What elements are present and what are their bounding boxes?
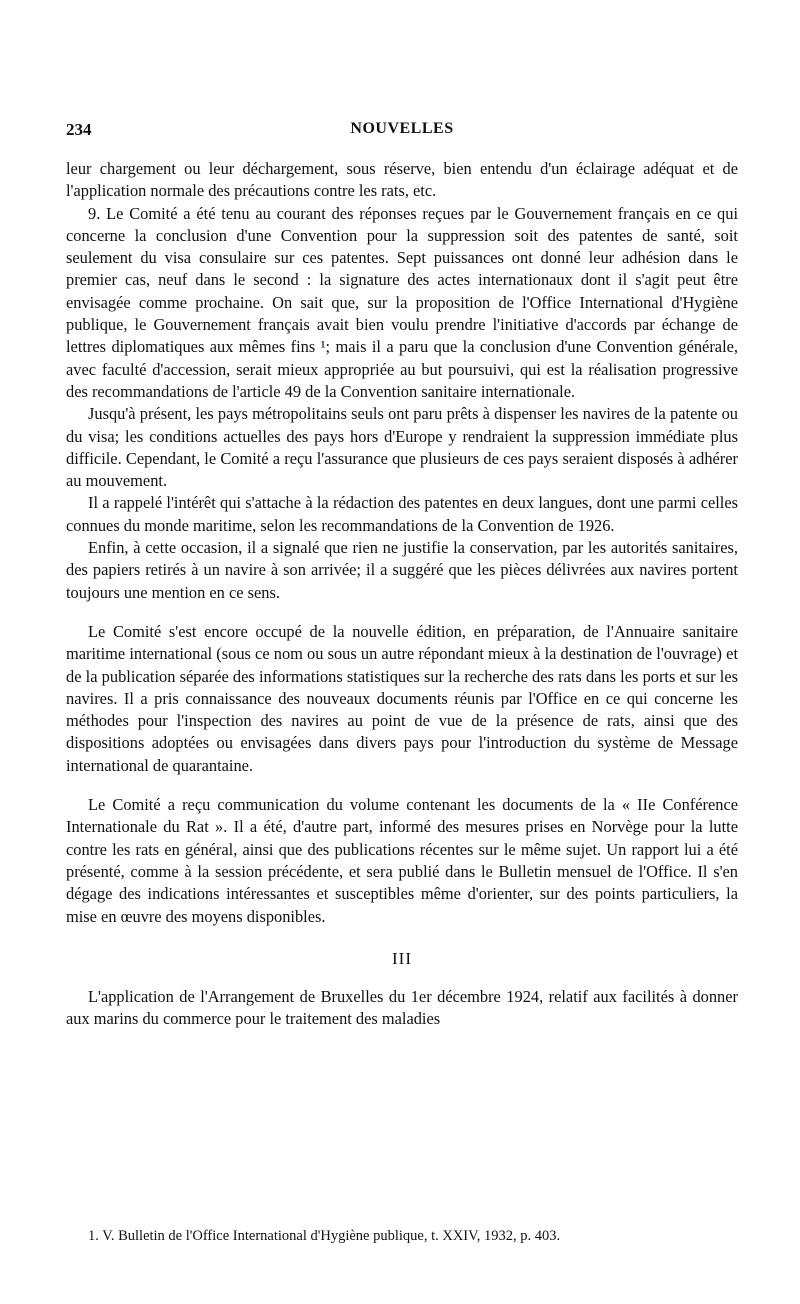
paragraph-patentes-pays: Jusqu'à présent, les pays métropolitains seuls ont paru prêts à dispenser les navires de la patente ou du visa; les conditions actuelles des pays hors d'Europe y rendraient la suppression immédiate plus difficile. Cependant, le Comité a reçu l'assurance que plusieurs de ces pays seraient disposés à adhérer au mouvement. [66, 404, 738, 491]
paragraph-arrangement: L'application de l'Arrangement de Bruxelles du 1er décembre 1924, relatif aux facilités à donner aux marins du commerce pour le traitement des maladies [66, 987, 738, 1029]
paragraph-annuaire: Le Comité s'est encore occupé de la nouvelle édition, en préparation, de l'Annuaire sanitaire maritime international (sous ce nom ou sous un autre répondant mieux à la destination de l'ouvrage) et de la publication séparée des informations statistiques sur la recherche des rats dans les ports et sur les navires. Il a pris connaissance des nouveaux documents réunis par l'Office en ce qui concerne les méthodes pour l'inspection des navires au point de vue de la présence de rats, ainsi que des dispositions adoptées ou envisagées dans divers pays pour l'introduction du système de Message international de quarantaine. [66, 621, 738, 775]
footnote: 1. V. Bulletin de l'Office International d'Hygiène publique, t. XXIV, 1932, p. 403. [88, 1228, 561, 1244]
paragraph-papiers: Enfin, à cette occasion, il a signalé que rien ne justifie la conservation, par les autorités sanitaires, des papiers retirés à un navire à son arrivée; il a suggéré que les pièces délivrées aux navires portent toujours une mention en ce sens. [66, 538, 738, 602]
page-number: 234 [66, 120, 92, 139]
running-title: NOUVELLES [350, 120, 454, 137]
paragraph-langues: Il a rappelé l'intérêt qui s'attache à la rédaction des patentes en deux langues, dont une parmi celles connues du monde maritime, selon les recommandations de la Convention de 1926. [66, 493, 738, 535]
section-heading: III [392, 948, 412, 968]
paragraph-conference-rat: Le Comité a reçu communication du volume contenant les documents de la « IIe Conférence Internationale du Rat ». Il a été, d'autre part, informé des mesures prises en Norvège pour la lutte contre les rats en général, ainsi que des publications récentes sur le même sujet. Un rapport lui a été présenté, comme à la session précédente, et sera publié dans le Bulletin mensuel de l'Office. Il s'en dégage des indications intéressantes et susceptibles même d'orienter, sur des points particuliers, la mise en œuvre des moyens disponibles. [66, 795, 738, 926]
paragraph-continuation: leur chargement ou leur déchargement, sous réserve, bien entendu d'un éclairage adéquat et de l'application normale des précautions contre les rats, etc. [66, 159, 738, 201]
body-text [66, 158, 738, 1031]
paragraph-item-9: 9. Le Comité a été tenu au courant des réponses reçues par le Gouvernement français en ce qui concerne la conclusion d'une Convention pour la suppression soit des patentes de santé, soit seulement du visa consulaire sur ces patentes. Sept puissances ont donné leur adhésion dans le premier cas, neuf dans le second : la signature des actes internationaux dont il s'agit peut être envisagée comme prochaine. On sait que, sur la proposition de l'Office International d'Hygiène publique, le Gouvernement français avait bien voulu prendre l'initiative d'accords par échange de lettres diplomatiques aux mêmes fins ¹; mais il a paru que la conclusion d'une Convention générale, avec faculté d'accession, serait mieux appropriée au but poursuivi, qui est la réalisation progressive des recommandations de l'article 49 de la Convention sanitaire internationale. [66, 203, 738, 401]
page-header [66, 120, 738, 142]
